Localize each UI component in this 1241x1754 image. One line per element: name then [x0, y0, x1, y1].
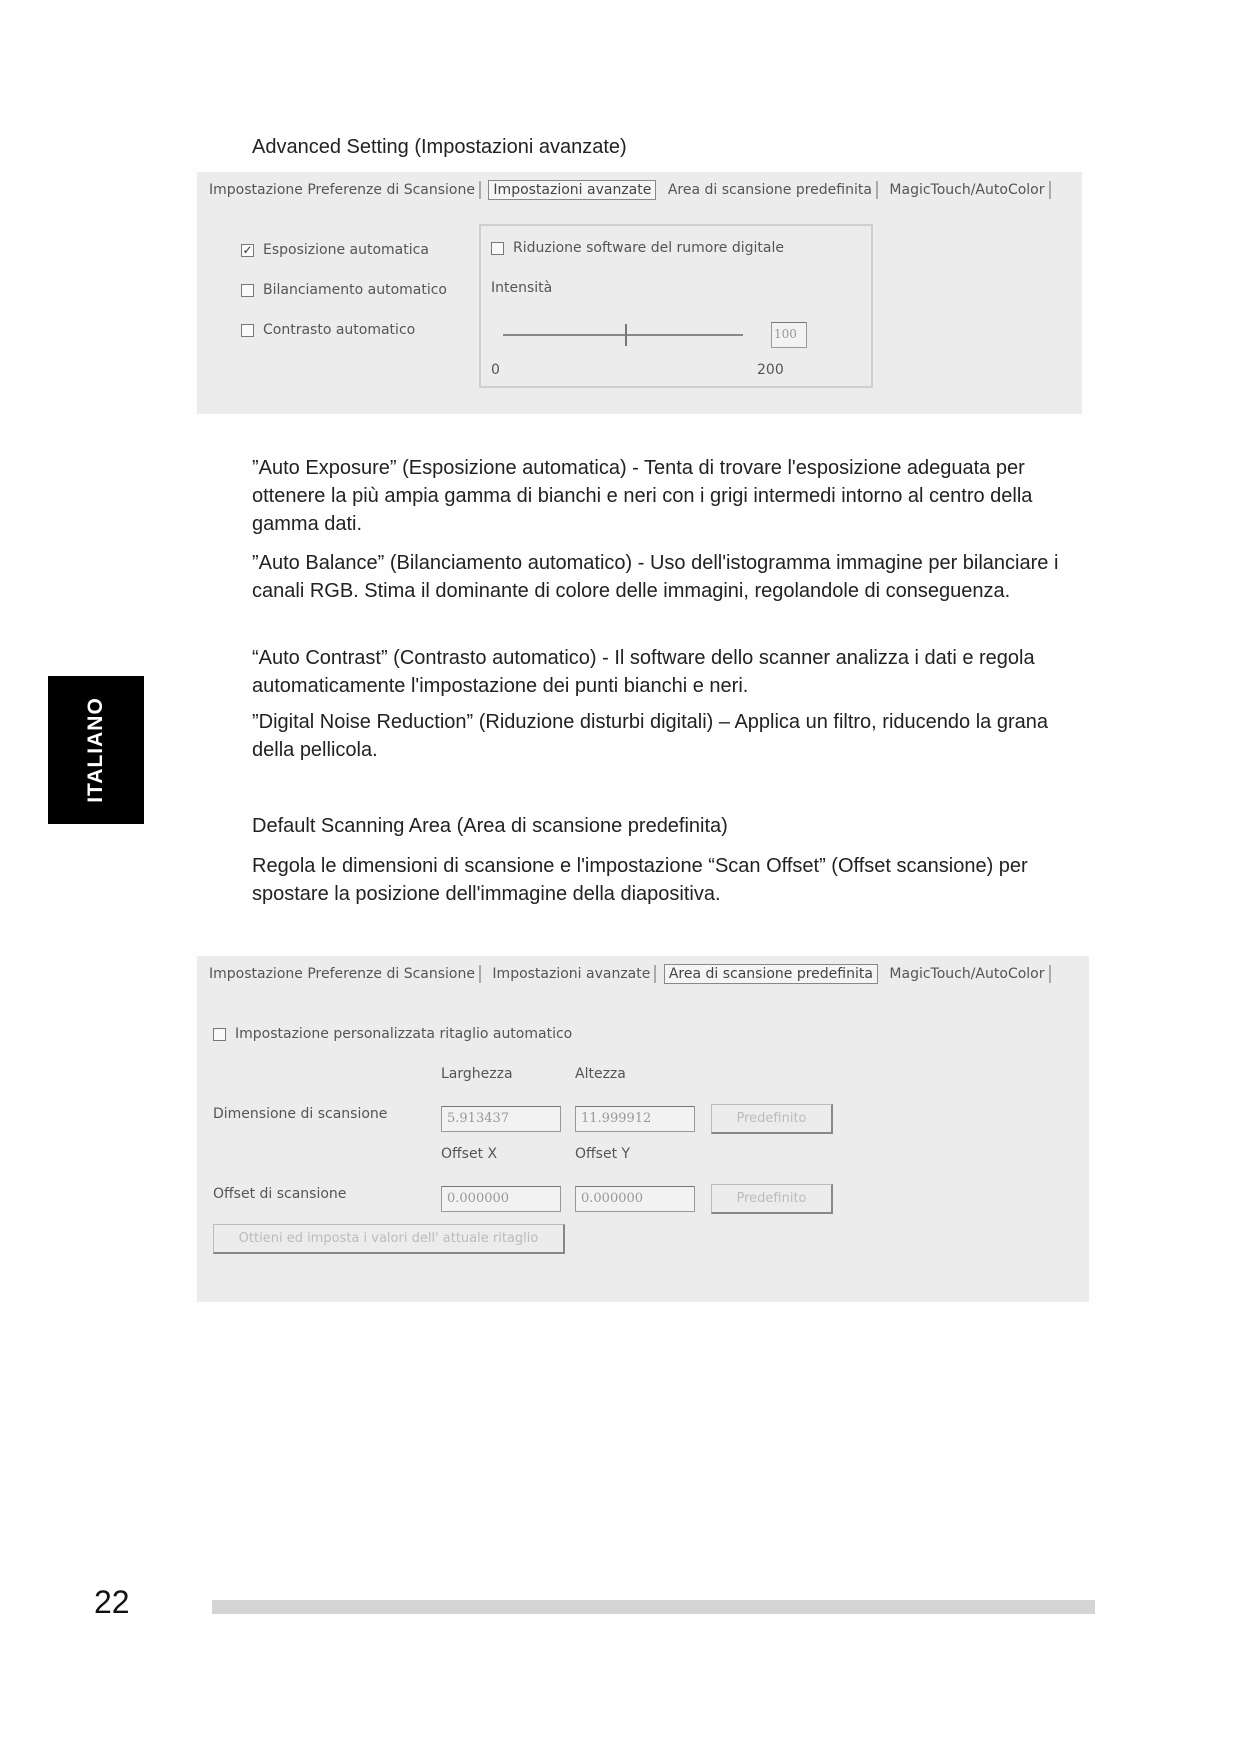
intensity-label: Intensità — [491, 280, 553, 296]
noise-reduction-group — [479, 224, 873, 388]
scan-size-label: Dimensione di scansione — [213, 1106, 388, 1122]
offset-x-label: Offset X — [441, 1146, 498, 1162]
auto-exposure-label: Esposizione automatica — [263, 242, 429, 258]
tab-advanced-settings[interactable]: Impostazioni avanzate — [488, 965, 656, 983]
intensity-slider-track[interactable] — [503, 334, 743, 336]
auto-balance-label: Bilanciamento automatico — [263, 282, 447, 298]
footer-bar — [212, 1600, 1095, 1614]
dialog-tab-bar — [205, 964, 1054, 986]
auto-exposure-checkbox[interactable] — [241, 242, 429, 258]
noise-reduction-checkbox[interactable] — [491, 240, 784, 256]
auto-contrast-checkbox[interactable] — [241, 322, 415, 338]
auto-exposure-paragraph: ”Auto Exposure” (Esposizione automatica) - Tenta di trovare l'esposizione adeguata per ottenere la più ampia gamma di bianchi e neri con i grigi intermedi intorno al centro della gamma dati. — [252, 457, 1033, 535]
advanced-settings-dialog — [197, 172, 1082, 414]
checkbox-icon — [491, 242, 504, 255]
scan-height-field[interactable]: 11.999912 — [575, 1106, 695, 1132]
checkbox-icon — [241, 284, 254, 297]
tab-advanced-settings[interactable]: Impostazioni avanzate — [488, 180, 656, 200]
checkbox-icon — [213, 1028, 226, 1041]
language-label: ITALIANO — [84, 697, 107, 803]
tab-magictouch-autocolor[interactable]: MagicTouch/AutoColor — [885, 181, 1050, 199]
language-side-tab — [48, 676, 144, 824]
auto-contrast-paragraph: “Auto Contrast” (Contrasto automatico) - Il software dello scanner analizza i dati e regola automaticamente l'impostazione dei punti bianchi e neri. — [252, 647, 1035, 697]
default-size-button[interactable]: Predefinito — [711, 1104, 833, 1134]
offset-x-field[interactable]: 0.000000 — [441, 1186, 561, 1212]
intensity-slider-thumb[interactable] — [625, 324, 627, 346]
dialog-tab-bar — [205, 180, 1054, 202]
intensity-value-field[interactable]: 100 — [771, 322, 807, 348]
get-current-crop-button[interactable]: Ottieni ed imposta i valori dell' attuale ritaglio — [213, 1224, 565, 1254]
checkbox-icon — [241, 324, 254, 337]
noise-reduction-paragraph: ”Digital Noise Reduction” (Riduzione disturbi digitali) – Applica un filtro, riducendo la grana della pellicola. — [252, 711, 1048, 761]
auto-balance-checkbox[interactable] — [241, 282, 447, 298]
tab-default-scan-area[interactable]: Area di scansione predefinita — [664, 181, 878, 199]
slider-min-label: 0 — [491, 362, 500, 378]
default-scan-area-dialog — [197, 956, 1089, 1302]
default-offset-button[interactable]: Predefinito — [711, 1184, 833, 1214]
advanced-setting-heading: Advanced Setting (Impostazioni avanzate) — [252, 136, 627, 158]
offset-y-label: Offset Y — [575, 1146, 631, 1162]
height-column-label: Altezza — [575, 1066, 626, 1082]
default-scan-area-paragraph: Regola le dimensioni di scansione e l'impostazione “Scan Offset” (Offset scansione) per spostare la posizione dell'immagine della diapositiva. — [252, 855, 1028, 905]
tab-magictouch-autocolor[interactable]: MagicTouch/AutoColor — [885, 965, 1050, 983]
custom-crop-checkbox[interactable] — [213, 1026, 572, 1042]
tab-default-scan-area[interactable]: Area di scansione predefinita — [664, 964, 878, 984]
noise-reduction-label: Riduzione software del rumore digitale — [513, 240, 784, 256]
tab-scan-preferences[interactable]: Impostazione Preferenze di Scansione — [205, 181, 481, 199]
custom-crop-label: Impostazione personalizzata ritaglio automatico — [235, 1026, 573, 1042]
auto-contrast-label: Contrasto automatico — [263, 322, 416, 338]
checkbox-checked-icon: ✓ — [242, 242, 253, 257]
page-number: 22 — [94, 1584, 130, 1620]
scan-offset-label: Offset di scansione — [213, 1186, 347, 1202]
offset-y-field[interactable]: 0.000000 — [575, 1186, 695, 1212]
auto-balance-paragraph: ”Auto Balance” (Bilanciamento automatico) - Uso dell'istogramma immagine per bilanciare i canali RGB. Stima il dominante di colore delle immagini, regolandole di conseguenza. — [252, 552, 1059, 602]
scan-width-field[interactable]: 5.913437 — [441, 1106, 561, 1132]
tab-scan-preferences[interactable]: Impostazione Preferenze di Scansione — [205, 965, 481, 983]
width-column-label: Larghezza — [441, 1066, 513, 1082]
slider-max-label: 200 — [757, 362, 784, 378]
default-scan-area-heading: Default Scanning Area (Area di scansione predefinita) — [252, 815, 728, 837]
